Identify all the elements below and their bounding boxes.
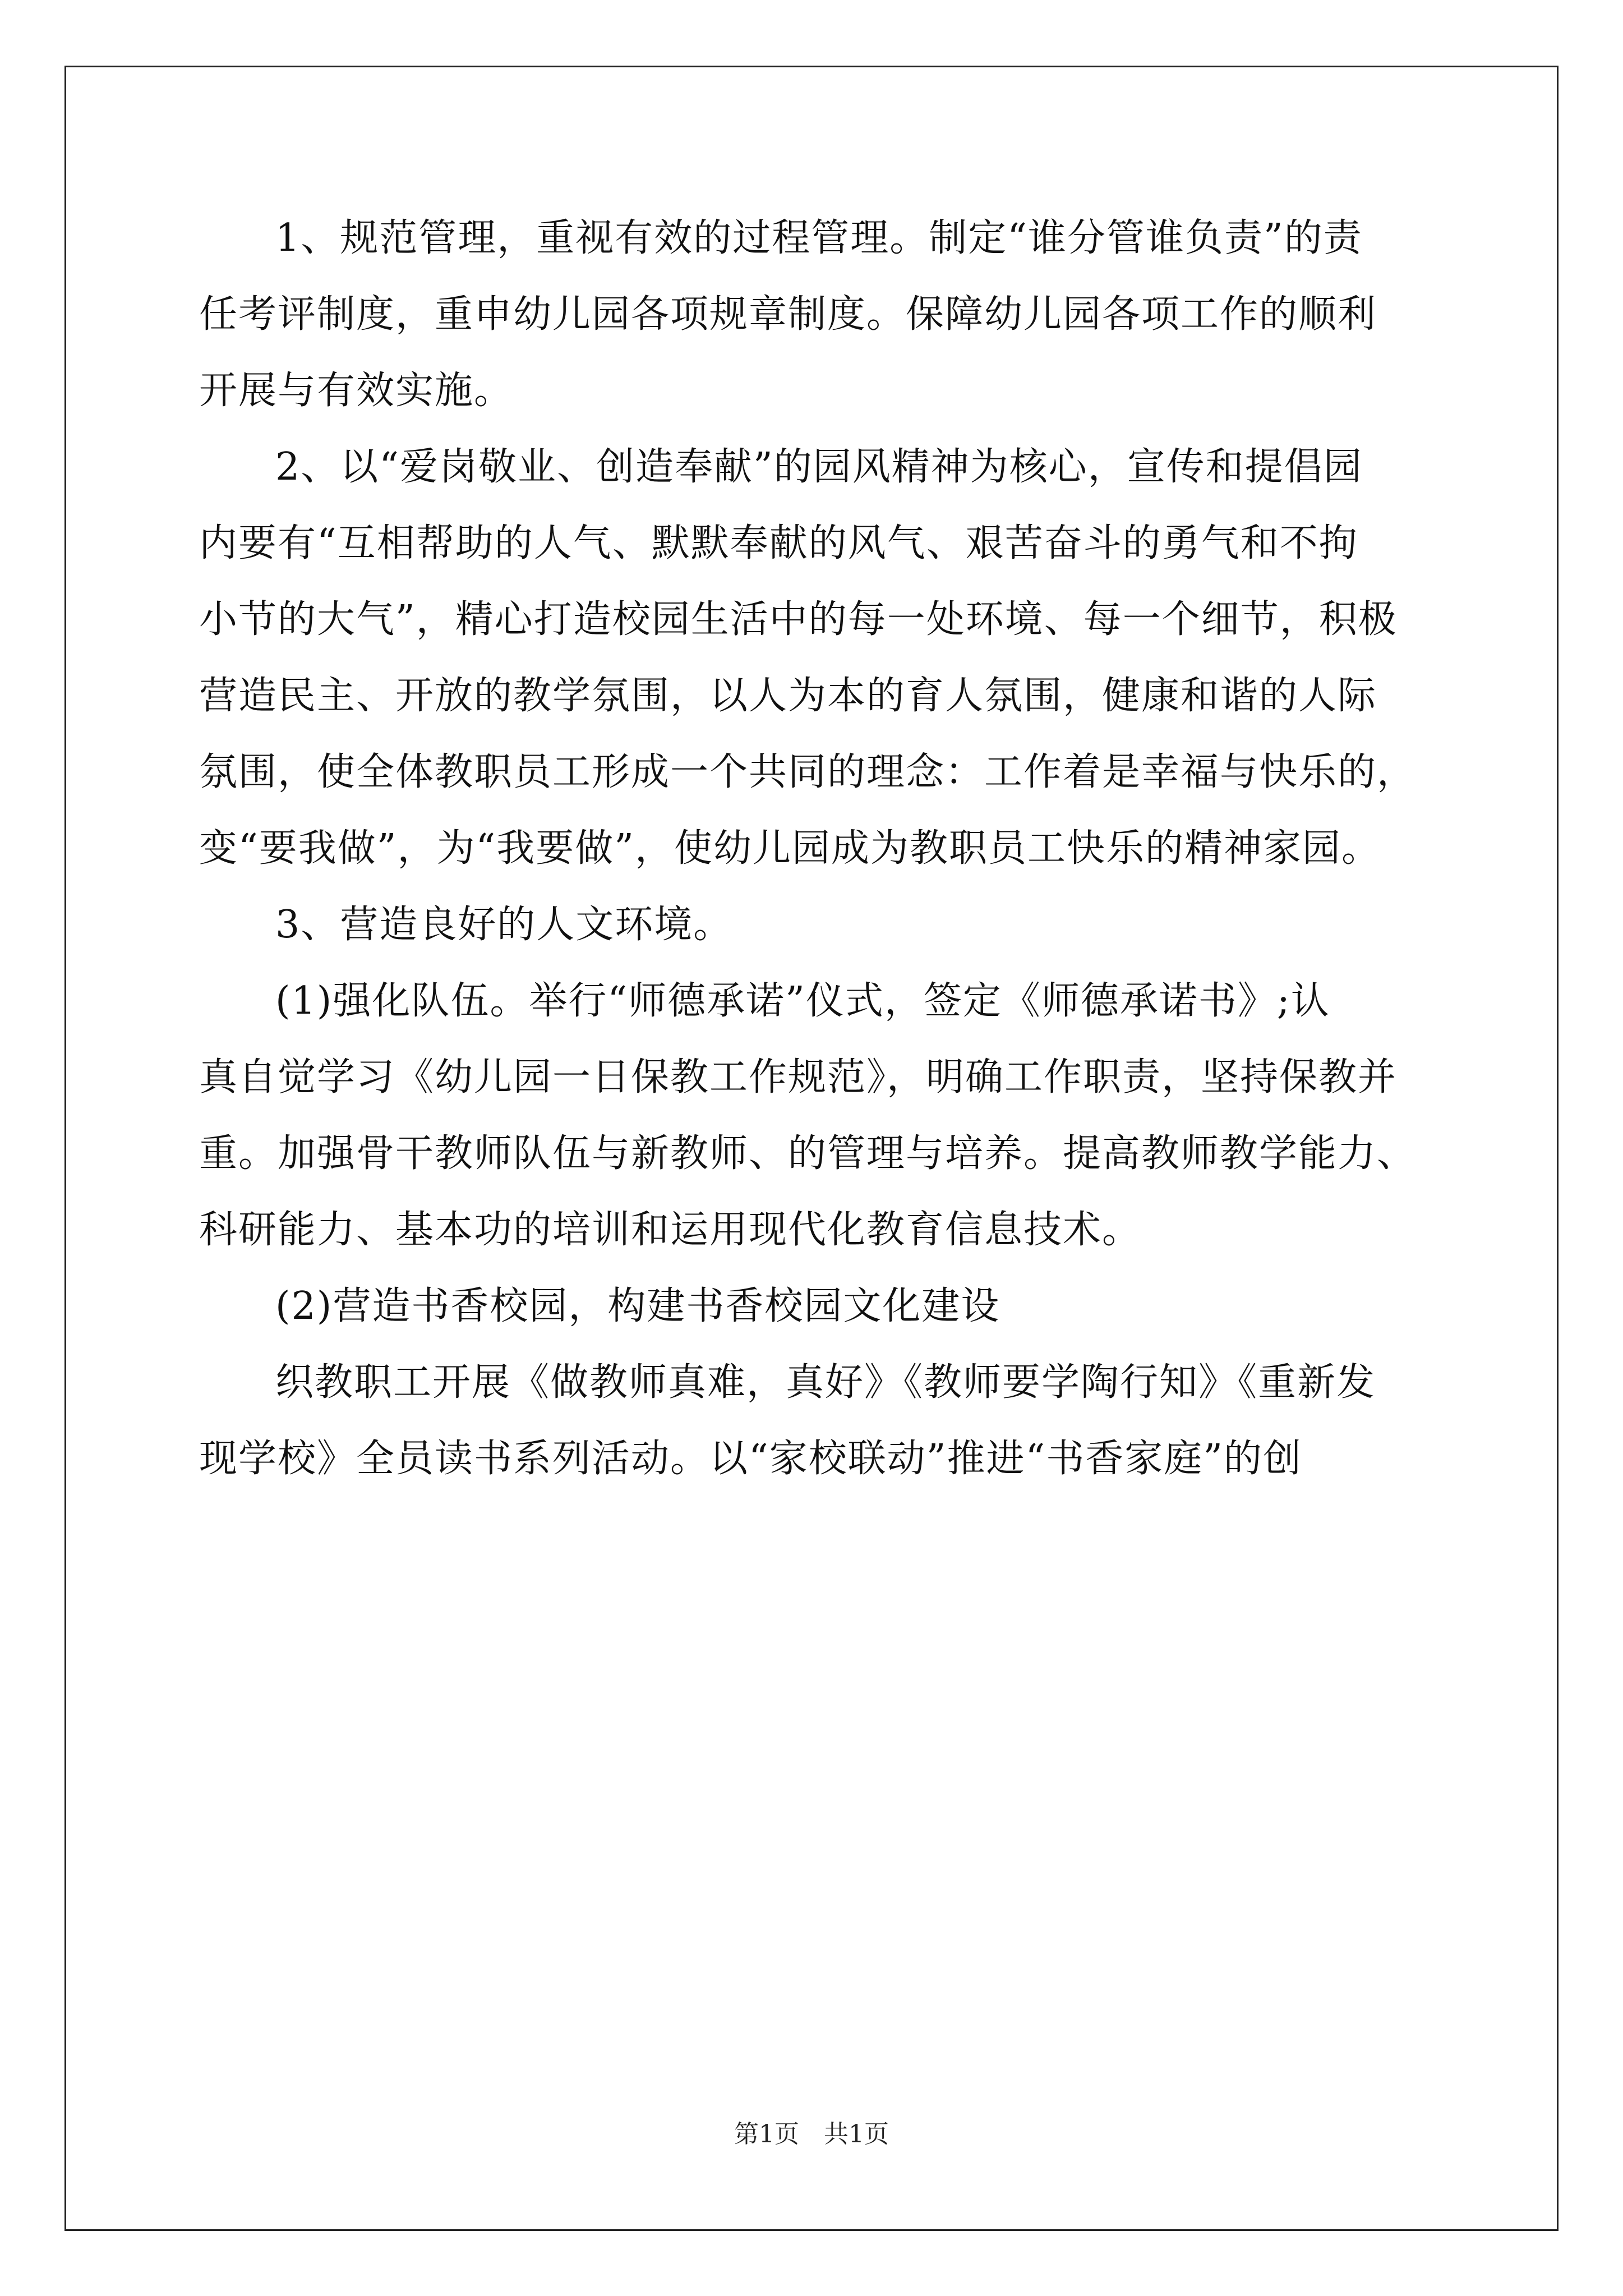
paragraph-2-line-5: 氛围，使全体教职员工形成一个共同的理念：工作着是幸福与快乐的， (199, 750, 1417, 794)
paragraph-1-line-1: 1、规范管理，重视有效的过程管理。制定“谁分管谁负责”的责 (275, 216, 1363, 260)
paragraph-1-line-2: 任考评制度，重申幼儿园各项规章制度。保障幼儿园各项工作的顺利 (199, 292, 1377, 337)
paragraph-2-line-2: 内要有“互相帮助的人气、默默奉献的风气、艰苦奋斗的勇气和不拘 (199, 521, 1358, 565)
paragraph-2-line-6: 变“要我做”，为“我要做”，使幼儿园成为教职员工快乐的精神家园。 (199, 826, 1381, 871)
paragraph-2-line-4: 营造民主、开放的教学氛围，以人为本的育人氛围，健康和谐的人际 (199, 674, 1377, 718)
paragraph-5-heading: (2)营造书香校园，构建书香校园文化建设 (275, 1284, 1000, 1328)
page-number-footer: 第1页 共1页 (734, 2120, 889, 2148)
paragraph-1-line-3: 开展与有效实施。 (199, 369, 514, 413)
paragraph-4-line-3: 重。加强骨干教师队伍与新教师、的管理与培养。提高教师教学能力、 (199, 1131, 1417, 1176)
paragraph-6-line-1: 织教职工开展《做教师真难，真好》《教师要学陶行知》《重新发 (275, 1360, 1376, 1405)
paragraph-3-heading: 3、营造良好的人文环境。 (275, 903, 733, 947)
paragraph-4-line-1: (1)强化队伍。举行“师德承诺”仪式，签定《师德承诺书》;认 (275, 979, 1330, 1023)
paragraph-2-line-1: 2、以“爱岗敬业、创造奉献”的园风精神为核心，宣传和提倡园 (275, 445, 1363, 489)
paragraph-6-line-2: 现学校》全员读书系列活动。以“家校联动”推进“书香家庭”的创 (199, 1437, 1303, 1481)
paragraph-4-line-2: 真自觉学习《幼儿园一日保教工作规范》，明确工作职责，坚持保教并 (199, 1055, 1398, 1099)
paragraph-4-line-4: 科研能力、基本功的培训和运用现代化教育信息技术。 (199, 1208, 1142, 1252)
paragraph-2-line-3: 小节的大气”，精心打造校园生活中的每一处环境、每一个细节，积极 (199, 597, 1398, 642)
